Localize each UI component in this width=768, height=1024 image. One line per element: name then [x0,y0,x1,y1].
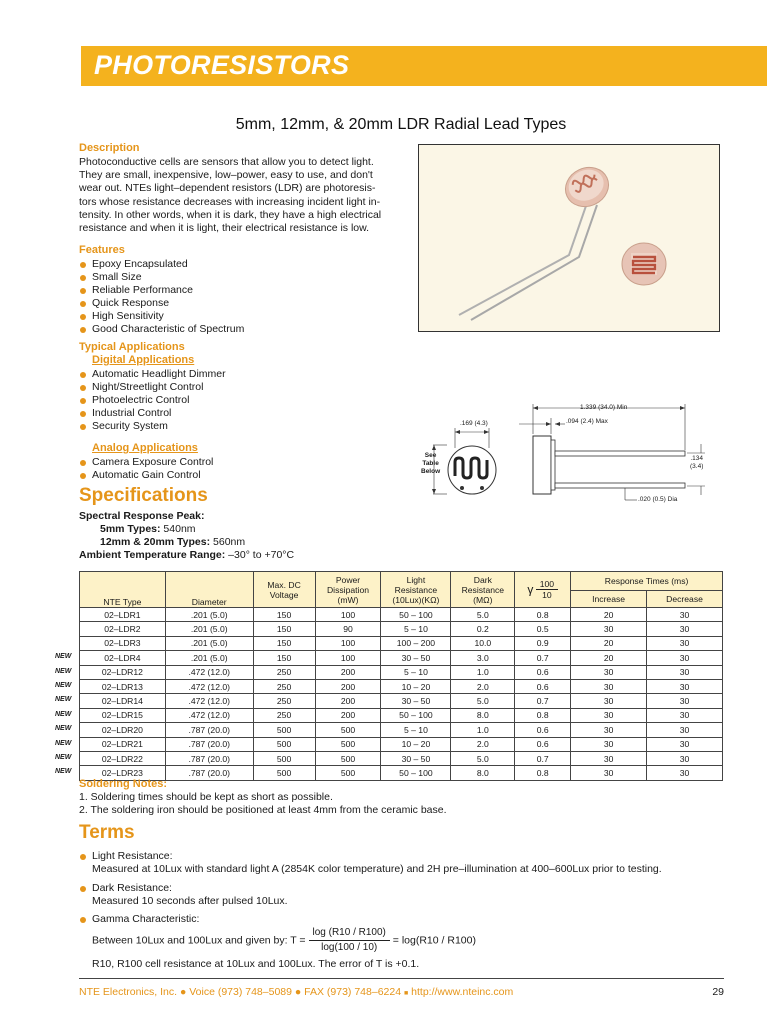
bullet-icon [80,385,86,391]
col-light-resistance: Light Resistance (10Lux)(KΩ) [381,572,451,608]
table-cell: 02–LDR12 [80,665,166,679]
soldering-note: 2. The soldering iron should be positioned at least 4mm from the ceramic base. [79,804,447,816]
table-cell: 0.8 [515,708,571,722]
table-cell: 500 [315,751,381,765]
terms-heading: Terms [79,822,135,843]
bullet-icon [80,398,86,404]
new-badge: NEW [55,768,72,776]
footer-website-link[interactable]: http://www.nteinc.com [411,986,514,998]
table-cell: .472 (12.0) [165,708,253,722]
table-cell: 3.0 [451,651,515,665]
table-cell: 2.0 [451,679,515,693]
new-badge: NEW [55,653,72,661]
list-item: Epoxy Encapsulated [79,258,244,271]
bullet-icon: ● [294,986,302,998]
table-cell: 0.6 [515,665,571,679]
table-cell: 30 [647,723,723,737]
table-cell: 02–LDR2 [80,622,166,636]
table-cell: 0.6 [515,723,571,737]
list-item: Night/Streetlight Control [79,381,226,394]
dim-width-label: .169 (4.3) [460,420,488,427]
table-cell: .787 (20.0) [165,723,253,737]
soldering-note: 1. Soldering times should be kept as short as possible. [79,791,333,803]
table-cell: 5 – 10 [381,723,451,737]
description-line: wear out. NTEs light–dependent resistors (LDR) are photoresis- [79,182,376,195]
term-light-resistance: Light Resistance: Measured at 10Lux with standard light A (2854K color temperature) and 2H pre–illumination at 400–600Lux prior to testing. [79,850,719,876]
table-cell: 250 [253,665,315,679]
bullet-icon [80,262,86,268]
table-cell: 10 – 20 [381,679,451,693]
analog-applications-list [79,456,213,482]
table-cell: 8.0 [451,766,515,780]
table-cell: 2.0 [451,737,515,751]
specifications-heading: Specifications [79,485,208,506]
new-badge: NEW [55,725,72,733]
table-cell: 10 – 20 [381,737,451,751]
description-line: They are small, inexpensive, low–power, easy to use, and don't [79,169,373,182]
table-cell: 30 [647,737,723,751]
table-cell: 02–LDR1 [80,608,166,622]
soldering-notes [79,791,447,817]
list-item: Good Characteristic of Spectrum [79,323,244,336]
table-cell: 30 [571,622,647,636]
table-row [80,737,723,751]
list-item: Quick Response [79,297,244,310]
table-row [80,608,723,622]
footer-contact: NTE Electronics, Inc. ● Voice (973) 748–5089 ● FAX (973) 748–6224 ■ http://www.nteinc.com [79,986,514,998]
table-cell: 0.6 [515,737,571,751]
bullet-icon [80,372,86,378]
table-cell: 150 [253,636,315,650]
dim-pitch-label: .134 (3.4) [690,455,704,470]
col-nte-type: NTE Type [80,572,166,608]
table-cell: 30 [647,636,723,650]
digital-applications-heading: Digital Applications [92,354,195,366]
table-cell: 200 [315,708,381,722]
table-cell: 30 [571,708,647,722]
bullet-icon [80,327,86,333]
new-badge: NEW [55,682,72,689]
table-cell: 30 [571,751,647,765]
table-cell: 150 [253,651,315,665]
applications-heading: Typical Applications [79,341,185,353]
new-badge: NEW [55,710,72,718]
table-cell: .201 (5.0) [165,608,253,622]
table-cell: 0.7 [515,694,571,708]
table-cell: 100 [315,608,381,622]
description-line: tors whose resistance decreases with increasing incident light in- [79,195,381,208]
table-cell: 30 [571,737,647,751]
bullet-icon [80,473,86,479]
spectral-response-label: Spectral Response Peak: [79,510,205,522]
table-cell: 5.0 [451,694,515,708]
col-dark-resistance: Dark Resistance (MΩ) [451,572,515,608]
table-cell: 30 [647,708,723,722]
bullet-icon [80,301,86,307]
table-cell: 02–LDR13 [80,679,166,693]
table-cell: 20 [571,608,647,622]
list-item: Camera Exposure Control [79,456,213,469]
table-row [80,679,723,693]
table-cell: 30 [647,608,723,622]
table-cell: 0.7 [515,751,571,765]
table-cell: 30 – 50 [381,651,451,665]
new-badge: NEW [55,696,72,704]
table-cell: .472 (12.0) [165,679,253,693]
table-cell: 5 – 10 [381,665,451,679]
page-subtitle: 5mm, 12mm, & 20mm LDR Radial Lead Types [235,116,567,133]
table-cell: .787 (20.0) [165,751,253,765]
table-cell: .472 (12.0) [165,694,253,708]
table-cell: 500 [253,737,315,751]
dim-lead-dia-label: .020 (0.5) Dia [638,496,678,503]
table-cell: .201 (5.0) [165,636,253,650]
table-cell: 30 [647,694,723,708]
col-decrease: Decrease [647,591,723,608]
table-cell: 50 – 100 [381,608,451,622]
table-cell: 30 [647,622,723,636]
bullet-icon [80,288,86,294]
features-heading: Features [79,244,125,256]
spec-5mm: 5mm Types: 540nm [100,523,196,535]
table-cell: 500 [253,751,315,765]
analog-applications-heading: Analog Applications [92,442,198,454]
description-line: tensity. In other words, when it is dark, they have a high electrical [79,208,382,221]
col-power: Power Dissipation (mW) [315,572,381,608]
table-cell: 20 [571,636,647,650]
table-cell: .472 (12.0) [165,665,253,679]
table-cell: 0.5 [515,622,571,636]
list-item: High Sensitivity [79,310,244,323]
table-cell: 90 [315,622,381,636]
table-row [80,751,723,765]
table-cell: 8.0 [451,708,515,722]
table-cell: 02–LDR20 [80,723,166,737]
table-cell: 30 – 50 [381,751,451,765]
table-cell: 1.0 [451,723,515,737]
dimension-drawing [415,398,715,510]
table-cell: 02–LDR4 [80,651,166,665]
bullet-icon: ● [179,986,187,998]
table-cell: 20 [571,651,647,665]
table-cell: 5.0 [451,608,515,622]
list-item: Photoelectric Control [79,394,226,407]
features-list [79,258,244,337]
table-cell: 02–LDR3 [80,636,166,650]
dim-lead-max-label: .094 (2.4) Max [566,418,608,425]
spec-ambient: Ambient Temperature Range: –30° to +70°C [79,549,295,561]
table-cell: 100 [315,636,381,650]
description-text [79,156,409,235]
list-item: Security System [79,420,226,433]
table-row [80,665,723,679]
table-cell: 150 [253,608,315,622]
table-cell: 0.7 [515,651,571,665]
table-row [80,651,723,665]
table-row [80,708,723,722]
product-photo [418,144,720,332]
spec-12-20mm: 12mm & 20mm Types: 560nm [100,536,246,548]
table-cell: 250 [253,694,315,708]
term-dark-resistance: Dark Resistance: Measured 10 seconds after pulsed 10Lux. [79,882,719,908]
table-cell: 02–LDR21 [80,737,166,751]
table-cell: 0.6 [515,679,571,693]
list-item: Automatic Headlight Dimmer [79,368,226,381]
table-cell: 30 [647,751,723,765]
table-cell: 200 [315,679,381,693]
table-cell: 500 [253,766,315,780]
description-line: Photoconductive cells are sensors that allow you to detect light. [79,156,374,168]
table-cell: 30 [647,766,723,780]
bullet-icon: ■ [403,990,409,997]
footer-divider [79,978,724,979]
table-cell: .201 (5.0) [165,622,253,636]
table-cell: 100 – 200 [381,636,451,650]
table-row [80,694,723,708]
col-gamma: γ $\frac{100}{10}$ [515,572,571,608]
page-number: 29 [712,986,724,998]
table-row [80,636,723,650]
table-cell: 50 – 100 [381,708,451,722]
term-gamma: Gamma Characteristic: Between 10Lux and 100Lux and given by: T = $\frac{\log (R10 / R100)}{\log(100 / 10)}$ = log(R10 / R100) R10, R100 cell resistance at 10Lux and 100Lux. The error of T is +0.1. [79,913,719,971]
table-cell: 150 [253,622,315,636]
table-cell: 02–LDR15 [80,708,166,722]
description-heading: Description [79,142,140,154]
table-cell: 500 [315,766,381,780]
bullet-icon [80,460,86,466]
list-item: Industrial Control [79,407,226,420]
specifications-table [79,571,723,781]
table-cell: 0.8 [515,608,571,622]
table-cell: 500 [315,723,381,737]
table-cell: 200 [315,694,381,708]
bullet-icon [80,854,86,860]
table-cell: .201 (5.0) [165,651,253,665]
digital-applications-list [79,368,226,433]
new-badge: NEW [55,739,72,747]
table-cell: 02–LDR22 [80,751,166,765]
table-cell: 30 [571,665,647,679]
table-row [80,622,723,636]
table-cell: 0.9 [515,636,571,650]
table-cell: 5 – 10 [381,622,451,636]
bullet-icon [80,424,86,430]
col-diameter: Diameter [165,572,253,608]
table-cell: 0.8 [515,766,571,780]
table-cell: 500 [253,723,315,737]
see-table-label: See Table Below [421,452,441,475]
photoresistor-photo-image [419,145,719,331]
table-cell: 10.0 [451,636,515,650]
table-cell: 30 [647,665,723,679]
bullet-icon [80,411,86,417]
page-title: PHOTORESISTORS [94,50,350,80]
description-line: resistance and when it is light, their electrical resistance is low. [79,222,370,235]
table-cell: 1.0 [451,665,515,679]
table-cell: 02–LDR23 [80,766,166,780]
table-cell: 100 [315,651,381,665]
table-cell: 30 [571,679,647,693]
table-cell: 500 [315,737,381,751]
list-item: Reliable Performance [79,284,244,297]
bullet-icon [80,275,86,281]
col-max-dc: Max. DC Voltage [253,572,315,608]
table-cell: 30 – 50 [381,694,451,708]
table-row [80,723,723,737]
table-cell: 50 – 100 [381,766,451,780]
bullet-icon [80,886,86,892]
table-cell: 30 [647,651,723,665]
bullet-icon [80,917,86,923]
col-response-times: Response Times (ms) [571,572,723,591]
table-cell: 30 [571,694,647,708]
table-cell: 30 [647,679,723,693]
gamma-formula: $\frac{\log (R10 / R100)}{\log(100 / 10)}$ [309,926,390,955]
table-cell: 200 [315,665,381,679]
new-badge: NEW [55,754,72,761]
bullet-icon [80,314,86,320]
table-row [80,766,723,780]
table-cell: .787 (20.0) [165,766,253,780]
list-item: Automatic Gain Control [79,469,213,482]
table-cell: .787 (20.0) [165,737,253,751]
list-item: Small Size [79,271,244,284]
dim-length-label: 1.339 (34.0) Min [580,404,628,411]
table-cell: 250 [253,708,315,722]
table-cell: 5.0 [451,751,515,765]
table-cell: 02–LDR14 [80,694,166,708]
table-cell: 30 [571,766,647,780]
table-cell: 30 [571,723,647,737]
col-increase: Increase [571,591,647,608]
new-badge: NEW [55,667,72,675]
soldering-heading: Soldering Notes: [79,778,168,790]
title-banner [81,46,767,86]
table-cell: 250 [253,679,315,693]
table-cell: 0.2 [451,622,515,636]
